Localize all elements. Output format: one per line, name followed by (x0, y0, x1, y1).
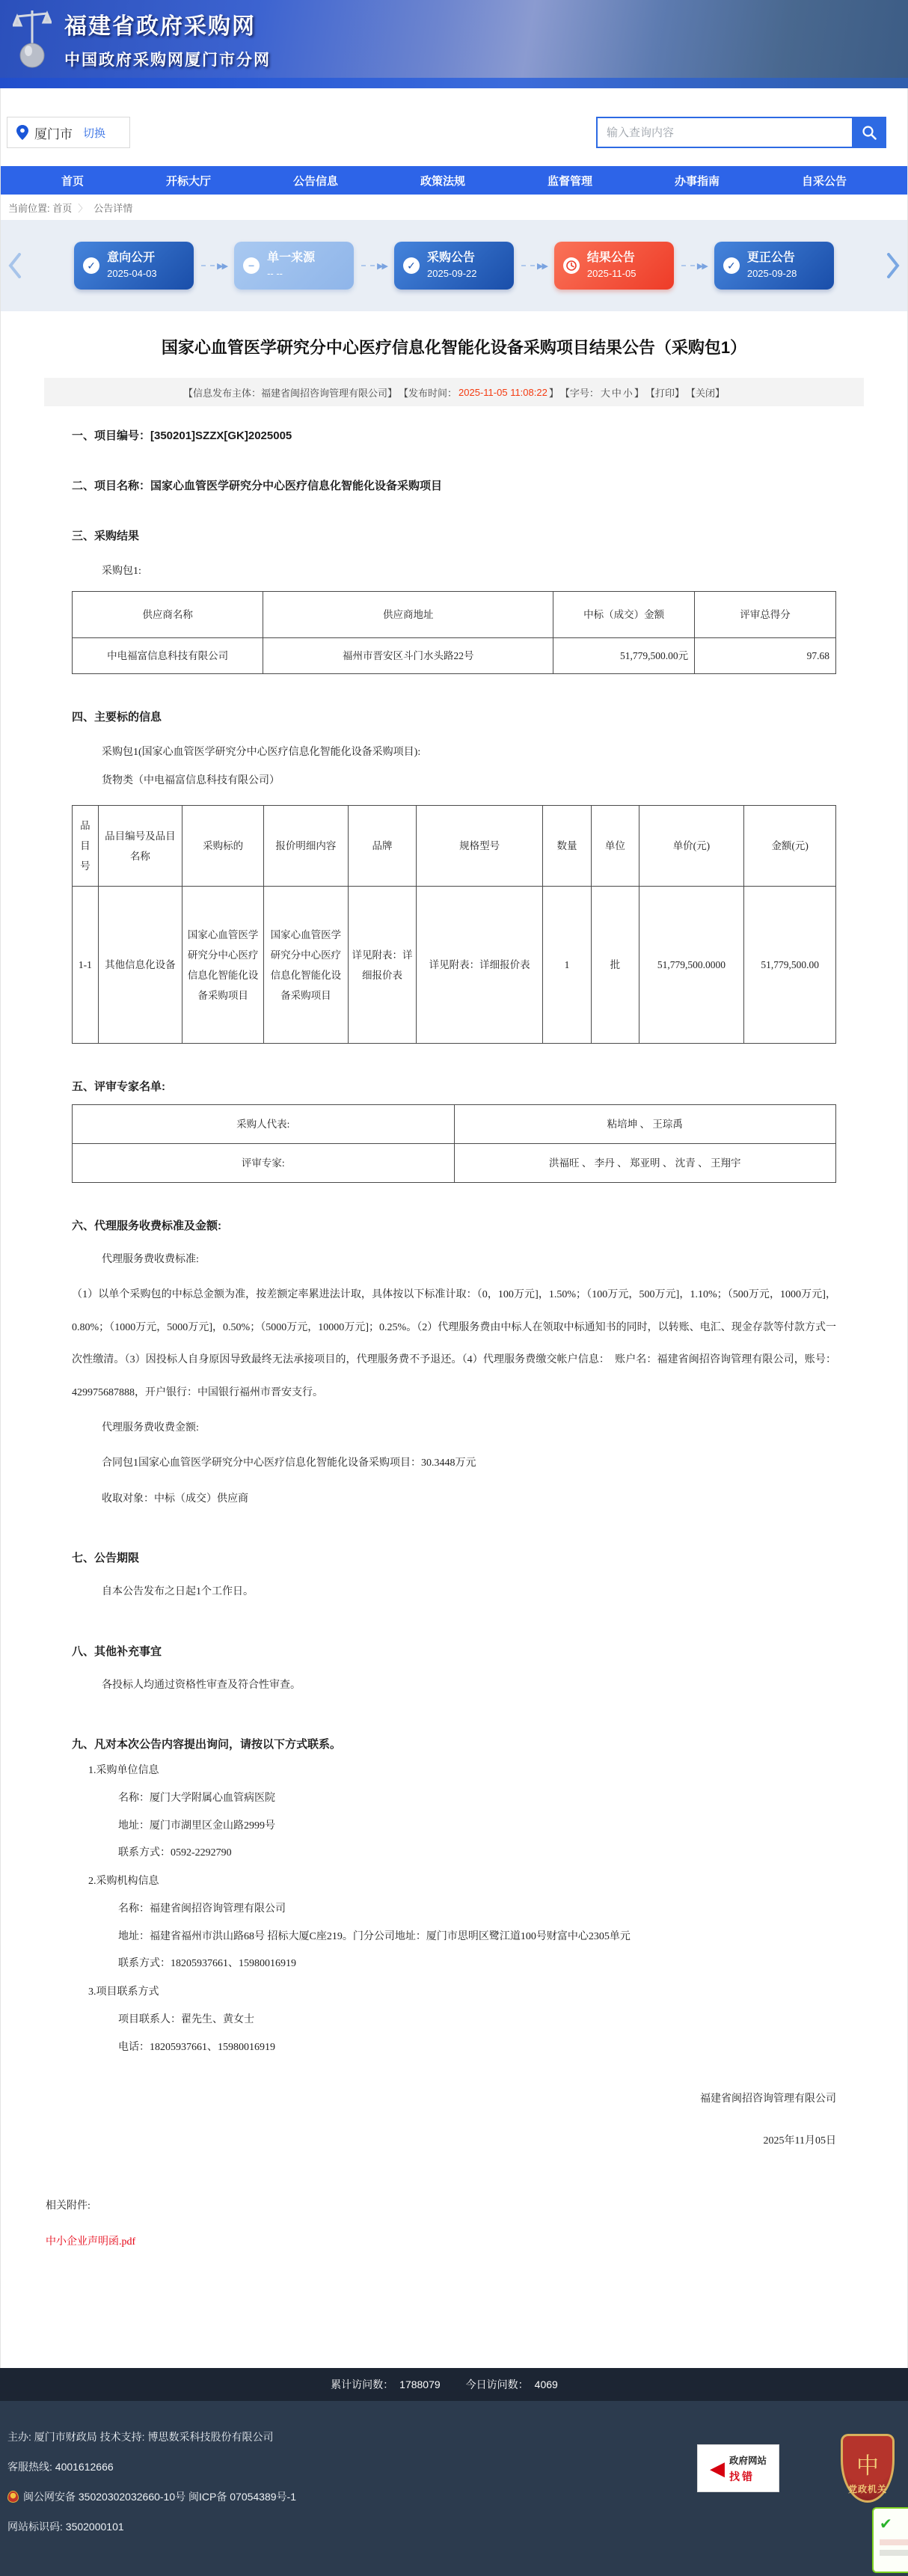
agency-info-title: 2.采购机构信息 (88, 1876, 159, 1888)
gov-site-find-error-badge[interactable] (697, 2444, 779, 2492)
col-review-score: 评审总得分 (695, 592, 836, 638)
step-date: 2025-09-28 (746, 267, 797, 279)
section-5-experts: 五、评审专家名单: (72, 1080, 165, 1093)
visit-stats-bar (0, 2368, 908, 2401)
step-arrow-icon: ▶▶ (521, 261, 547, 271)
footer-beian-line[interactable]: 闽公网安备 35020302032660-10号 闽ICP备 07054389号-1 (23, 2491, 296, 2503)
fontsize-medium-button[interactable]: 中 (611, 387, 622, 399)
signature-company: 福建省闽招咨询管理有限公司 (700, 2093, 836, 2105)
col-procurement-subject: 采购标的 (182, 806, 264, 887)
site-title: 福建省政府采购网 (64, 14, 256, 39)
buyer-representative-names: 粘培坤 、 王琮禹 (454, 1105, 836, 1144)
footer-site-code: 网站标识码: 3502000101 (7, 2521, 124, 2533)
item-code-name: 其他信息化设备 (98, 887, 182, 1044)
site-banner (0, 0, 908, 88)
item-no: 1-1 (73, 887, 99, 1044)
total-visits-count: 1788079 (399, 2378, 441, 2391)
party-government-badge[interactable] (841, 2434, 895, 2503)
party-badge-label: 党政机关 (847, 2484, 887, 2495)
footer-organizer-line: 主办: 厦门市财政局 技术支持: 博思数采科技股份有限公司 (7, 2431, 274, 2444)
section-8-other-matters: 八、其他补充事宜 (72, 1645, 162, 1658)
timeline-next-chevron[interactable] (883, 251, 903, 281)
breadcrumb-prefix: 当前位置: (8, 202, 50, 214)
nav-item-policies[interactable]: 政策法规 (420, 174, 465, 188)
step-arrow-icon: ▶▶ (681, 261, 707, 271)
project-contact-title: 3.项目联系方式 (88, 1986, 159, 1998)
step-label: 意向公开 (107, 251, 156, 265)
nav-item-home[interactable]: 首页 (61, 174, 84, 188)
search-input[interactable] (596, 117, 852, 148)
items-detail-table (72, 805, 836, 1044)
party-emblem-icon: 中 (856, 2453, 879, 2480)
col-brand: 品牌 (348, 806, 417, 887)
agency-fee-standard-text: （1）以单个采购包的中标总金额为准，按差额定率累进法计取，具体按以下标准计取：（0，100万元]，1.50%；（100万元，500万元]，1.10%；（500万元，1000万元]，0.80%；（1000万元，5000万元]，0.50%；（5000万元，10000万元]；0.25%。（2）代理服务费由中标人在领取中标通知书的同时，以转账、电汇、现金存款等付款方式一次性缴清。（3）因投标人自身原因导致最终无法承接项目的，代理服务费不予退还。（4）代理服务费缴交帐户信息： 账户名：福建省闽招咨询管理有限公司，账号：429975687888，开户银行：中国银行福州市晋安支行。 (72, 1289, 836, 1398)
breadcrumb-current: 公告详情 (93, 202, 133, 214)
agency-address: 地址：福建省福州市洪山路68号 招标大厦C座219。门分公司地址：厦门市思明区鹭江道100号财富中心2305单元 (118, 1930, 631, 1942)
unit-price: 51,779,500.0000 (639, 887, 744, 1044)
quantity: 1 (542, 887, 591, 1044)
minus-circle-icon: − (243, 257, 260, 274)
step-label: 结果公告 (586, 251, 635, 265)
step-arrow-icon: ▶▶ (361, 261, 387, 271)
step-label: 单一来源 (267, 251, 316, 265)
page-title: 国家心血管医学研究分中心医疗信息化智能化设备采购项目结果公告（采购包1） (161, 338, 747, 357)
fontsize-open: 【字号： (559, 387, 599, 399)
step-arrow-icon: ▶▶ (201, 261, 227, 271)
project-contact-phone: 电话：18205937661、15980016919 (118, 2041, 275, 2053)
package-1-label: 采购包1: (102, 566, 141, 577)
corner-notification-popup[interactable] (872, 2507, 908, 2573)
col-spec-model: 规格型号 (417, 806, 542, 887)
search-button[interactable] (852, 117, 886, 148)
section-1-project-number: 一、项目编号：[350201]SZZX[GK]2025005 (72, 429, 292, 442)
package-1-project-line: 采购包1(国家心血管医学研究分中心医疗信息化智能化设备采购项目): (102, 747, 421, 758)
section-3-result: 三、采购结果 (72, 530, 140, 542)
col-item-no: 品目号 (73, 806, 99, 887)
process-timeline (1, 220, 907, 311)
police-badge-icon (7, 2491, 19, 2503)
clock-icon (563, 257, 580, 274)
spacer (1, 2278, 907, 2368)
check-circle-icon: ✓ (403, 257, 420, 274)
agency-fee-amount: 合同包1国家心血管医学研究分中心医疗信息化智能化设备采购项目：30.3448万元 (102, 1457, 476, 1469)
nav-item-supervision[interactable]: 监督管理 (547, 174, 592, 188)
green-check-icon: ✔ (880, 2516, 892, 2533)
section-6-agency-fee: 六、代理服务收费标准及金额: (72, 1220, 221, 1232)
current-city: 厦门市 (34, 126, 73, 141)
buyer-contact: 联系方式：0592-2292790 (118, 1847, 232, 1859)
section-4-main-subject: 四、主要标的信息 (72, 711, 162, 723)
step-label: 更正公告 (746, 251, 795, 265)
table-row (73, 638, 836, 674)
section-7-announcement-period: 七、公告期限 (72, 1552, 140, 1565)
goods-category-line: 货物类（中电福富信息科技有限公司） (102, 775, 280, 786)
nav-item-announcements[interactable]: 公告信息 (292, 174, 338, 188)
signature-date: 2025年11月05日 (763, 2135, 836, 2147)
brand: 详见附表：详细报价表 (348, 887, 417, 1044)
announcement-article (1, 311, 907, 2278)
timeline-prev-chevron[interactable] (5, 251, 25, 281)
location-selector[interactable] (7, 117, 130, 148)
experts-table (72, 1104, 836, 1183)
review-experts-names: 洪福旺 、 李丹 、 郑亚明 、 沈青 、 王翔宇 (454, 1144, 836, 1183)
col-unit: 单位 (592, 806, 639, 887)
col-supplier-address: 供应商地址 (263, 592, 553, 638)
breadcrumb-separator: 〉 (78, 202, 88, 214)
publish-time-close: 】 (548, 387, 559, 399)
fontsize-small-button[interactable]: 小 (622, 387, 633, 399)
page-footer (0, 2401, 908, 2576)
agency-fee-standard-label: 代理服务费收费标准: (102, 1254, 199, 1265)
step-correction-announcement[interactable] (714, 242, 834, 290)
col-supplier-name: 供应商名称 (73, 592, 263, 638)
review-experts-label: 评审专家: (73, 1144, 455, 1183)
footer-hotline: 客服热线: 4001612666 (7, 2461, 114, 2473)
toolbar (1, 88, 907, 166)
col-amount: 金额(元) (744, 806, 836, 887)
step-date: 2025-09-22 (427, 267, 477, 279)
agency-name: 名称：福建省闽招咨询管理有限公司 (118, 1903, 286, 1915)
total-visits-label: 累计访问数： (331, 2378, 394, 2391)
search-icon (862, 125, 877, 140)
today-visits-label: 今日访问数： (465, 2378, 529, 2391)
site-logo-scale-icon (10, 4, 54, 73)
breadcrumb-home-link[interactable]: 首页 (52, 202, 73, 214)
buyer-info-title: 1.采购单位信息 (88, 1764, 159, 1776)
site-subtitle: 中国政府采购网厦门市分网 (64, 52, 271, 69)
award-amount: 51,779,500.00元 (553, 638, 695, 674)
publisher-label: 【信息发布主体：福建省闽招咨询管理有限公司】 (183, 387, 398, 399)
switch-city-link[interactable]: 切换 (83, 126, 106, 140)
find-error-text2: 找错 (728, 2470, 755, 2482)
publish-time-open: 【发布时间： (399, 387, 458, 399)
check-circle-icon: ✓ (83, 257, 99, 274)
table-header-row (73, 592, 836, 638)
table-header-row (73, 806, 836, 887)
fontsize-close: 】 (634, 387, 644, 399)
step-label: 采购公告 (427, 251, 476, 265)
article-meta-bar (44, 378, 864, 406)
location-pin-icon (16, 125, 28, 140)
project-contact-person: 项目联系人：翟先生、黄女士 (118, 2014, 254, 2026)
supplier-address: 福州市晋安区斗门水头路22号 (263, 638, 553, 674)
spec-model: 详见附表：详细报价表 (417, 887, 542, 1044)
check-circle-icon: ✓ (723, 257, 740, 274)
agency-contact: 联系方式：18205937661、15980016919 (118, 1958, 296, 1970)
step-date: 2025-11-05 (586, 267, 636, 279)
find-error-text1: 政府网站 (728, 2455, 767, 2466)
nav-item-bid-hall[interactable]: 开标大厅 (165, 174, 211, 188)
buyer-address: 地址：厦门市湖里区金山路2999号 (118, 1820, 275, 1832)
close-button[interactable]: 【关闭】 (685, 387, 725, 399)
table-row (73, 1144, 836, 1183)
announcement-period-text: 自本公告发布之日起1个工作日。 (102, 1586, 254, 1598)
step-date: -- -- (267, 267, 283, 279)
col-award-amount: 中标（成交）金额 (553, 592, 695, 638)
buyer-representative-label: 采购人代表: (73, 1105, 455, 1144)
fee-payer: 收取对象：中标（成交）供应商 (102, 1493, 248, 1505)
truncated-text-line (880, 2550, 908, 2556)
breadcrumb (1, 195, 907, 220)
print-button[interactable]: 【打印】 (645, 387, 684, 399)
procurement-subject: 国家心血管医学研究分中心医疗信息化智能化设备采购项目 (182, 887, 264, 1044)
attachment-pdf-link[interactable]: 中小企业声明函.pdf (46, 2236, 136, 2248)
step-result-announcement[interactable] (554, 242, 674, 290)
col-unit-price: 单价(元) (639, 806, 744, 887)
col-item-code-name: 品目编号及品目名称 (98, 806, 182, 887)
fontsize-large-button[interactable]: 大 (600, 387, 610, 399)
section-2-project-name: 二、项目名称：国家心血管医学研究分中心医疗信息化智能化设备采购项目 (72, 480, 443, 492)
supplier-result-table (72, 591, 836, 674)
truncated-text-line (880, 2539, 908, 2545)
step-date: 2025-04-03 (107, 267, 157, 279)
step-intent-publication[interactable] (74, 242, 194, 290)
main-nav (1, 166, 907, 195)
find-error-flag-icon: ◀ (709, 2457, 725, 2480)
review-score: 97.68 (695, 638, 836, 674)
step-procurement-announcement[interactable] (394, 242, 514, 290)
table-row (73, 1105, 836, 1144)
publish-time: 2025-11-05 11:08:22 (458, 386, 547, 398)
nav-item-guide[interactable]: 办事指南 (674, 174, 720, 188)
table-row (73, 887, 836, 1044)
supplier-name: 中电福富信息科技有限公司 (73, 638, 263, 674)
section-9-contact: 九、凡对本次公告内容提出询问，请按以下方式联系。 (72, 1737, 342, 1751)
unit: 批 (592, 887, 639, 1044)
col-quote-detail: 报价明细内容 (264, 806, 348, 887)
col-quantity: 数量 (542, 806, 591, 887)
attachments-label: 相关附件: (46, 2200, 91, 2212)
step-single-source[interactable] (234, 242, 354, 290)
buyer-name: 名称：厦门大学附属心血管病医院 (118, 1792, 275, 1804)
agency-fee-amount-label: 代理服务费收费金额: (102, 1422, 199, 1434)
quote-detail: 国家心血管医学研究分中心医疗信息化智能化设备采购项目 (264, 887, 348, 1044)
today-visits-count: 4069 (534, 2378, 558, 2391)
other-matters-text: 各投标人均通过资格性审查及符合性审查。 (102, 1679, 301, 1691)
amount: 51,779,500.00 (744, 887, 836, 1044)
nav-item-self-procurement[interactable]: 自采公告 (801, 174, 847, 188)
